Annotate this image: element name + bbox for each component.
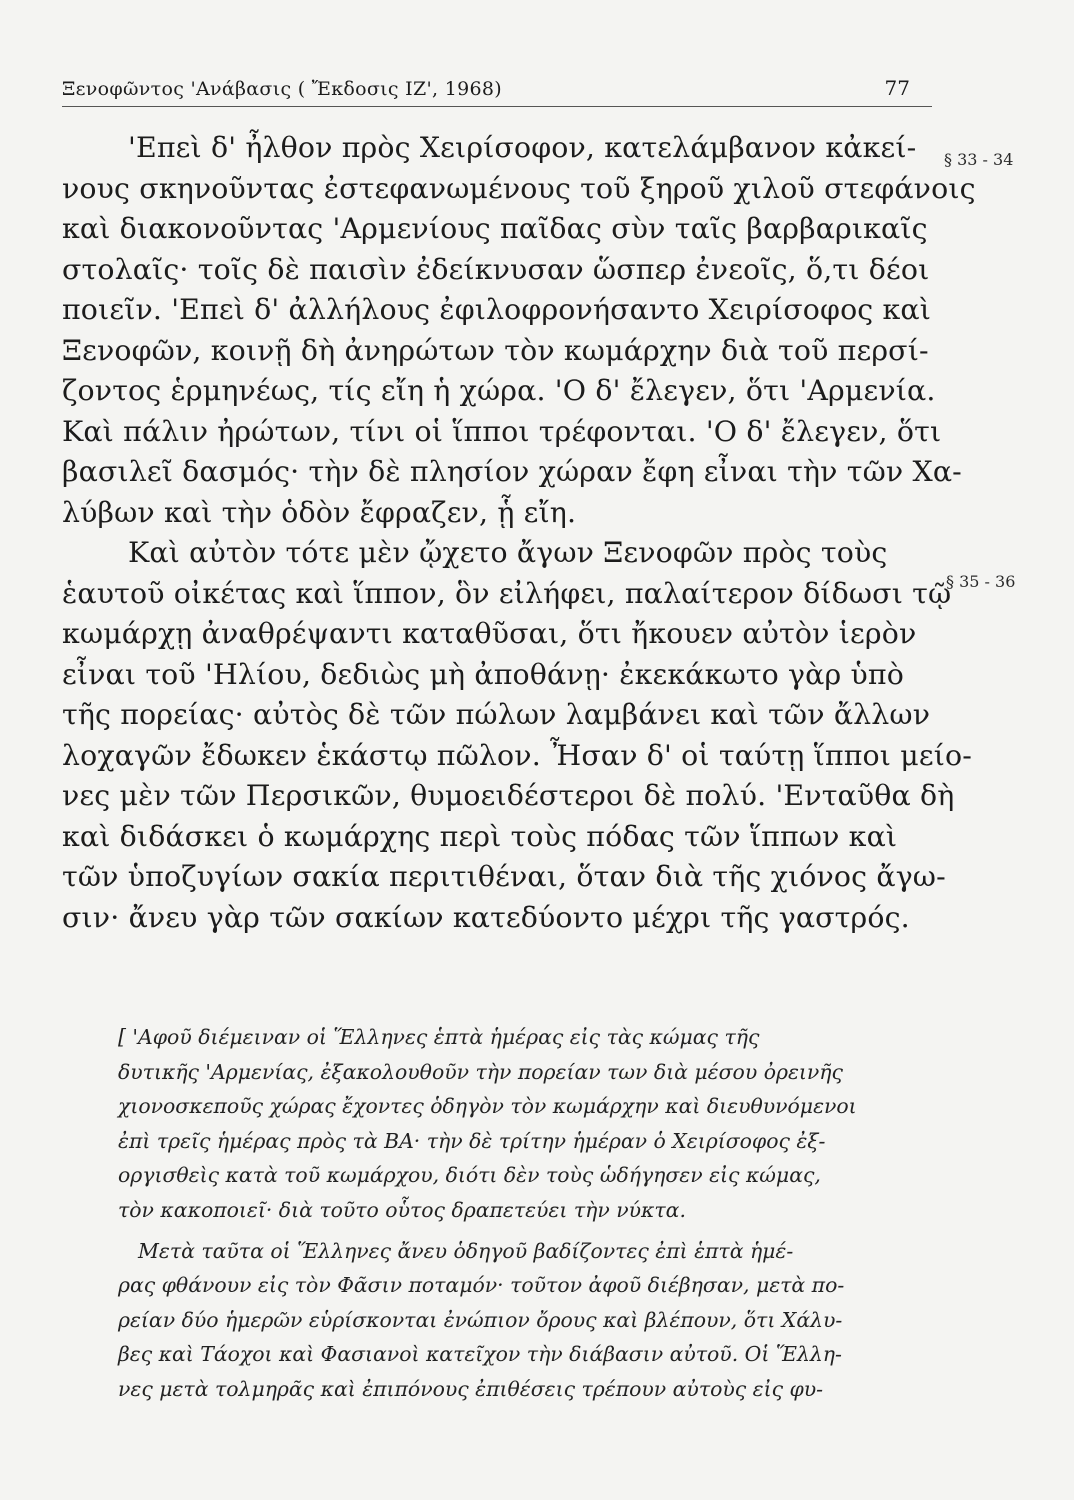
text-line: σιν· ἄνευ γὰρ τῶν σακίων κατεδύοντο μέχρι τῆς γαστρός. <box>62 900 910 934</box>
note-line: ρας φθάνουν εἰς τὸν Φᾶσιν ποταμόν· τοῦτον ἀφοῦ διέβησαν, μετὰ πο- <box>118 1273 845 1298</box>
note-line: δυτικῆς 'Αρμενίας, ἐξακολουθοῦν τὴν πορείαν των διὰ μέσου ὀρεινῆς <box>118 1059 843 1084</box>
note-paragraph-1 <box>118 1020 930 1228</box>
text-line: ποιεῖν. 'Επεὶ δ' ἀλλήλους ἐφιλοφρονήσαντο Χειρίσοφος καὶ <box>62 293 932 326</box>
text-line: τῆς πορείας· αὐτὸς δὲ τῶν πώλων λαμβάνει καὶ τῶν ἄλλων <box>62 698 931 731</box>
section-reference-33-34: § 33 - 34 <box>944 150 1014 169</box>
text-line: κωμάρχῃ ἀναθρέψαντι καταθῦσαι, ὅτι ἤκουεν αὐτὸν ἱερὸν <box>62 617 917 650</box>
text-line: βασιλεῖ δασμός· τὴν δὲ πλησίον χώραν ἔφη εἶναι τὴν τῶν Χα- <box>62 455 962 488</box>
text-line: καὶ διδάσκει ὁ κωμάρχης περὶ τοὺς πόδας τῶν ἵππων καὶ <box>62 819 898 853</box>
text-line: ἑαυτοῦ οἰκέτας καὶ ἵππον, ὃν εἰλήφει, παλαίτερον δίδωσι τῷ <box>62 576 952 610</box>
page-header <box>62 72 932 107</box>
note-line: νες μετὰ τολμηρᾶς καὶ ἐπιπόνους ἐπιθέσεις τρέπουν αὐτοὺς εἰς φυ- <box>118 1376 824 1401</box>
text-line: νους σκηνοῦντας ἐστεφανωμένους τοῦ ξηροῦ χιλοῦ στεφάνοις <box>62 171 976 205</box>
section-reference-35-36: § 35 - 36 <box>946 572 1016 591</box>
text-line: νες μὲν τῶν Περσικῶν, θυμοειδέστεροι δὲ πολύ. 'Ενταῦθα δὴ <box>62 779 955 812</box>
greek-main-text <box>62 128 976 938</box>
note-line: οργισθεὶς κατὰ τοῦ κωμάρχου, διότι δὲν τοὺς ὡδήγησεν εἰς κώμας, <box>118 1163 821 1188</box>
summary-notes <box>118 1020 930 1407</box>
note-line: βες καὶ Τάοχοι καὶ Φασιανοὶ κατεῖχον τὴν διάβασιν αὐτοῦ. Οἱ Ἕλλη- <box>118 1342 842 1367</box>
note-line: Μετὰ ταῦτα οἱ Ἕλληνες ἄνευ ὁδηγοῦ βαδίζοντες ἐπὶ ἑπτὰ ἡμέ- <box>138 1238 794 1263</box>
text-line: εἶναι τοῦ 'Ηλίου, δεδιὼς μὴ ἀποθάνῃ· ἐκεκάκωτο γὰρ ὑπὸ <box>62 657 904 691</box>
text-line: στολαῖς· τοῖς δὲ παισὶν ἐδείκνυσαν ὥσπερ ἐνεοῖς, ὅ,τι δέοι <box>62 252 930 286</box>
note-line: χιονοσκεποῦς χώρας ἔχοντες ὁδηγὸν τὸν κωμάρχην καὶ διευθυνόμενοι <box>118 1094 857 1119</box>
text-line: λύβων καὶ τὴν ὁδὸν ἔφραζεν, ᾗ εἴη. <box>62 495 577 529</box>
text-line: Καὶ πάλιν ἠρώτων, τίνι οἱ ἵπποι τρέφονται. 'Ο δ' ἔλεγεν, ὅτι <box>62 414 942 448</box>
text-line: ζοντος ἑρμηνέως, τίς εἴη ἡ χώρα. 'Ο δ' ἔλεγεν, ὅτι 'Αρμενία. <box>62 374 936 407</box>
paragraph-2 <box>62 533 972 938</box>
text-line: τῶν ὑποζυγίων σακία περιτιθέναι, ὅταν διὰ τῆς χιόνος ἄγω- <box>62 860 946 893</box>
paragraph-1 <box>62 128 976 533</box>
note-line: [ 'Αφοῦ διέμειναν οἱ Ἕλληνες ἑπτὰ ἡμέρας εἰς τὰς κώμας τῆς <box>118 1025 760 1049</box>
note-line: τὸν κακοποιεῖ· διὰ τοῦτο οὗτος δραπετεύει τὴν νύκτα. <box>118 1197 686 1222</box>
page-number: 77 <box>884 76 910 100</box>
text-line: καὶ διακονοῦντας 'Αρμενίους παῖδας σὺν ταῖς βαρβαρικαῖς <box>62 212 928 245</box>
text-line: Ξενοφῶν, κοινῇ δὴ ἀνηρώτων τὸν κωμάρχην διὰ τοῦ περσί- <box>62 333 929 367</box>
running-title: Ξενοφῶντος 'Ανάβασις ( Ἔκδοσις ΙΖ', 1968) <box>62 78 502 100</box>
note-paragraph-2 <box>118 1234 930 1407</box>
text-line: 'Επεὶ δ' ἦλθον πρὸς Χειρίσοφον, κατελάμβανον κἀκεί- <box>128 131 917 164</box>
text-line: λοχαγῶν ἔδωκεν ἑκάστῳ πῶλον. Ἦσαν δ' οἱ ταύτῃ ἵπποι μείο- <box>62 738 972 772</box>
note-line: ρείαν δύο ἡμερῶν εὑρίσκονται ἐνώπιον ὄρους καὶ βλέπουν, ὅτι Χάλυ- <box>118 1307 843 1332</box>
note-line: ἐπὶ τρεῖς ἡμέρας πρὸς τὰ ΒΑ· τὴν δὲ τρίτην ἡμέραν ὁ Χειρίσοφος ἐξ- <box>118 1128 826 1153</box>
text-line: Καὶ αὐτὸν τότε μὲν ᾤχετο ἄγων Ξενοφῶν πρὸς τοὺς <box>128 536 888 569</box>
